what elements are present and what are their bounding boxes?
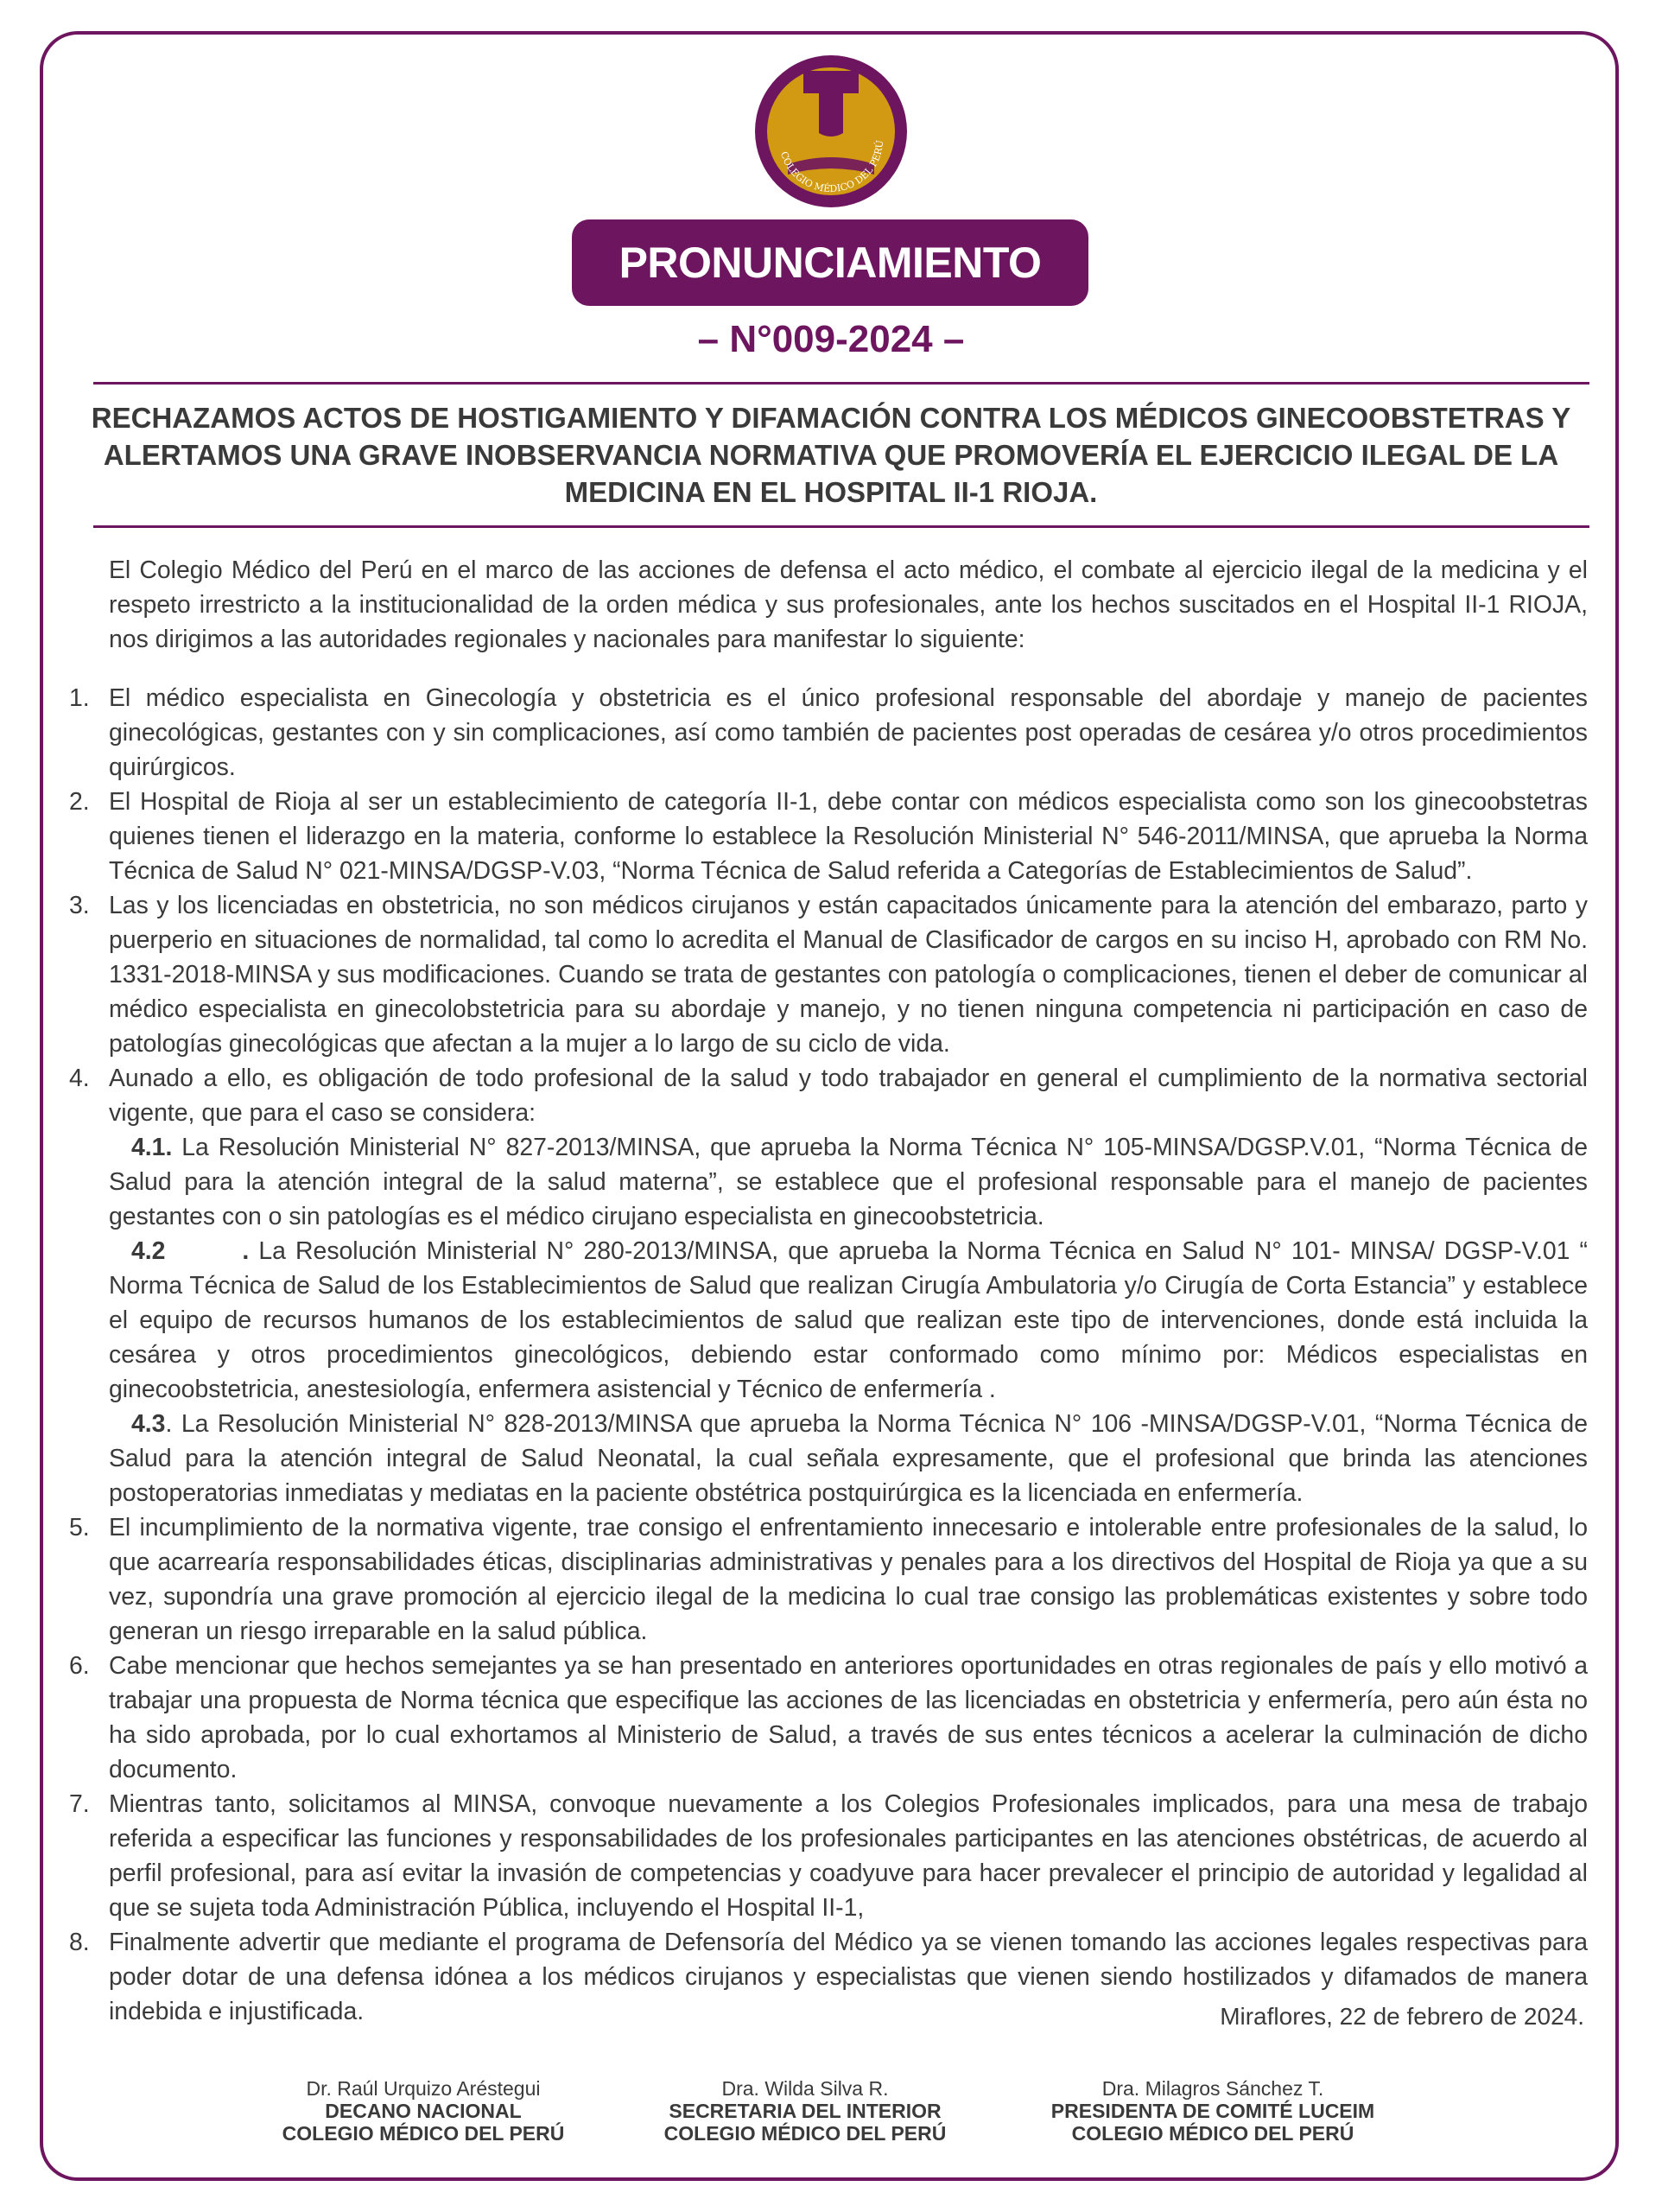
list-item	[69, 888, 1588, 1061]
item-text: Finalmente advertir que mediante el programa de Defensoría del Médico ya se vienen tomando las acciones legales respectivas para poder dotar de una defensa idónea a los médicos cirujanos y especialistas que vienen siendo hostilizados y difamados de manera indebida e injustificada.	[109, 1929, 1588, 2025]
signatory-role: PRESIDENTA DE COMITÉ LUCEIM	[1050, 2100, 1375, 2122]
item-number: 4.	[69, 1065, 90, 1092]
item-text: El incumplimiento de la normativa vigente, trae consigo el enfrentamiento innecesario e intolerable entre profesionales de la salud, lo que acarrearía responsabilidades éticas, disciplinarias administrativas y penales para a los directivos del Hospital de Rioja ya que a su vez, supondría una grave promoción al ejercicio ilegal de la medicina lo cual trae consigo las problemáticas existentes y sobre todo generan un riesgo irreparable en la salud pública.	[109, 1514, 1588, 1645]
sub-item-number: 4.3	[131, 1410, 166, 1438]
date-line: Miraflores, 22 de febrero de 2024.	[1220, 2003, 1584, 2030]
signatory-org: COLEGIO MÉDICO DEL PERÚ	[1071, 2122, 1354, 2145]
item-text: El médico especialista en Ginecología y obstetricia es el único profesional responsable del abordaje y manejo de pacientes ginecológicas, gestantes con y sin complicaciones, así como también de pacientes post operadas de cesárea y/o otros procedimientos quirúrgicos.	[109, 684, 1588, 781]
item-text: Las y los licenciadas en obstetricia, no son médicos cirujanos y están capacitados únicamente para la atención del embarazo, parto y puerperio en situaciones de normalidad, tal como lo acredita el Manual de Clasificador de cargos en su inciso H, aprobado con RM No. 1331-2018-MINSA y sus modificaciones. Cuando se trata de gestantes con patología o complicaciones, tienen el deber de comunicar al médico especialista en ginecolobstetricia para su abordaje y manejo, y no tienen ninguna competencia ni participación en caso de patologías ginecológicas que afectan a la mujer a lo largo de su ciclo de vida.	[109, 892, 1588, 1058]
list-item	[69, 681, 1588, 785]
document-number: – N°009-2024 –	[697, 318, 965, 360]
sub-item-text: . La Resolución Ministerial N° 828-2013/MINSA que aprueba la Norma Técnica N° 106 -MINSA/DGSP-V.01, “Norma Técnica de Salud para la atención integral de Salud Neonatal, la cual señala expresamente, que el profesional que brinda las atenciones postoperatorias inmediatas y mediatas en la paciente obstétrica postquirúrgica es la licenciada en enfermería.	[109, 1410, 1588, 1507]
signatory-name: Dra. Milagros Sánchez T.	[1101, 2077, 1324, 2100]
sub-item	[109, 1407, 1588, 1510]
item-number: 5.	[69, 1514, 90, 1541]
signature-block	[988, 2077, 1437, 2145]
headline: RECHAZAMOS ACTOS DE HOSTIGAMIENTO Y DIFAMACIÓN CONTRA LOS MÉDICOS GINECOOBSTETRAS Y ALERTAMOS UNA GRAVE INOBSERVANCIA NORMATIVA QUE PROMOVERÍA EL EJERCICIO ILEGAL DE LA MEDICINA EN EL HOSPITAL II-1 RIOJA.	[91, 402, 1571, 508]
document-title: PRONUNCIAMIENTO	[572, 219, 1088, 306]
signatory-name: Dr. Raúl Urquizo Aréstegui	[306, 2077, 541, 2100]
item-number: 1.	[69, 684, 90, 712]
signatory-role: SECRETARIA DEL INTERIOR	[669, 2100, 942, 2122]
sub-item-text: La Resolución Ministerial N° 280-2013/MINSA, que aprueba la Norma Técnica en Salud N° 101- MINSA/ DGSP-V.01 “ Norma Técnica de Salud de los Establecimientos de Salud que realizan Cirugía Ambulatoria y/o Cirugía de Corta Estancia” y establece el equipo de recursos humanos de los establecimientos de salud que realizan este tipo de intervenciones, donde está incluida la cesárea y otros procedimientos ginecológicos, debiendo estar conformado como mínimo por: Médicos especialistas en ginecoobstetricia, anestesiología, enfermera asistencial y Técnico de enfermería .	[109, 1237, 1588, 1403]
item-number: 6.	[69, 1652, 90, 1680]
item-number: 3.	[69, 892, 90, 919]
sub-item	[109, 1130, 1588, 1234]
item-number: 7.	[69, 1790, 90, 1818]
item-text: Cabe mencionar que hechos semejantes ya se han presentado en anteriores oportunidades en otras regionales de país y ello motivó a trabajar una propuesta de Norma técnica que especifique las acciones de las licenciadas en obstetricia y enfermería, pero aún ésta no ha sido aprobada, por lo cual exhortamos al Ministerio de Salud, a través de sus entes técnicos a acelerar la culminación de dicho documento.	[109, 1652, 1588, 1783]
sub-item	[109, 1234, 1588, 1407]
list-item	[69, 785, 1588, 888]
bottom-divider	[93, 525, 1589, 528]
signature-block	[580, 2077, 1030, 2145]
intro-paragraph: El Colegio Médico del Perú en el marco de las acciones de defensa el acto médico, el combate al ejercicio ilegal de la medicina y el respeto irrestricto a la institucionalidad de la orden médica y sus profesionales, ante los hechos suscitados en el Hospital II-1 RIOJA, nos dirigimos a las autoridades regionales y nacionales para manifestar lo siguiente:	[109, 556, 1588, 653]
list-item	[69, 1061, 1588, 1130]
list-item	[69, 1649, 1588, 1787]
signatory-role: DECANO NACIONAL	[325, 2100, 522, 2122]
list-item	[69, 1510, 1588, 1649]
logo-text: COLEGIO MÉDICO DEL PERÚ	[777, 139, 886, 195]
sub-item-text: La Resolución Ministerial N° 827-2013/MINSA, que aprueba la Norma Técnica N° 105-MINSA/DGSP.V.01, “Norma Técnica de Salud para la atención integral de la salud materna”, se establece que el profesional responsable para el manejo de pacientes gestantes con o sin patologías es el médico cirujano especialista en ginecoobstetricia.	[109, 1134, 1588, 1230]
sub-item-number: 4.1.	[131, 1134, 173, 1161]
list-item	[69, 1787, 1588, 1925]
item-text: Mientras tanto, solicitamos al MINSA, convoque nuevamente a los Colegios Profesionales implicados, para una mesa de trabajo referida a especificar las funciones y responsabilidades de los profesionales participantes en las atenciones obstétricas, de acuerdo al perfil profesional, para así evitar la invasión de competencias y coadyuve para hacer prevalecer el principio de autoridad y legalidad al que se sujeta toda Administración Pública, incluyendo el Hospital II-1,	[109, 1790, 1588, 1922]
signatory-name: Dra. Wilda Silva R.	[721, 2077, 889, 2100]
signatory-org: COLEGIO MÉDICO DEL PERÚ	[282, 2122, 565, 2145]
document-body	[69, 553, 1588, 2029]
item-number: 2.	[69, 788, 90, 816]
sub-item-number: 4.2 .	[131, 1237, 250, 1265]
signatory-org: COLEGIO MÉDICO DEL PERÚ	[663, 2122, 947, 2145]
colegio-medico-logo	[753, 54, 909, 209]
top-divider	[93, 382, 1589, 385]
item-number: 8.	[69, 1929, 90, 1956]
item-text: Aunado a ello, es obligación de todo profesional de la salud y todo trabajador en general el cumplimiento de la normativa sectorial vigente, que para el caso se considera:	[109, 1065, 1588, 1127]
item-text: El Hospital de Rioja al ser un establecimiento de categoría II-1, debe contar con médicos especialista como son los ginecoobstetras quienes tienen el liderazgo en la materia, conforme lo establece la Resolución Ministerial N° 546-2011/MINSA, que aprueba la Norma Técnica de Salud N° 021-MINSA/DGSP-V.03, “Norma Técnica de Salud referida a Categorías de Establecimientos de Salud”.	[109, 788, 1588, 885]
